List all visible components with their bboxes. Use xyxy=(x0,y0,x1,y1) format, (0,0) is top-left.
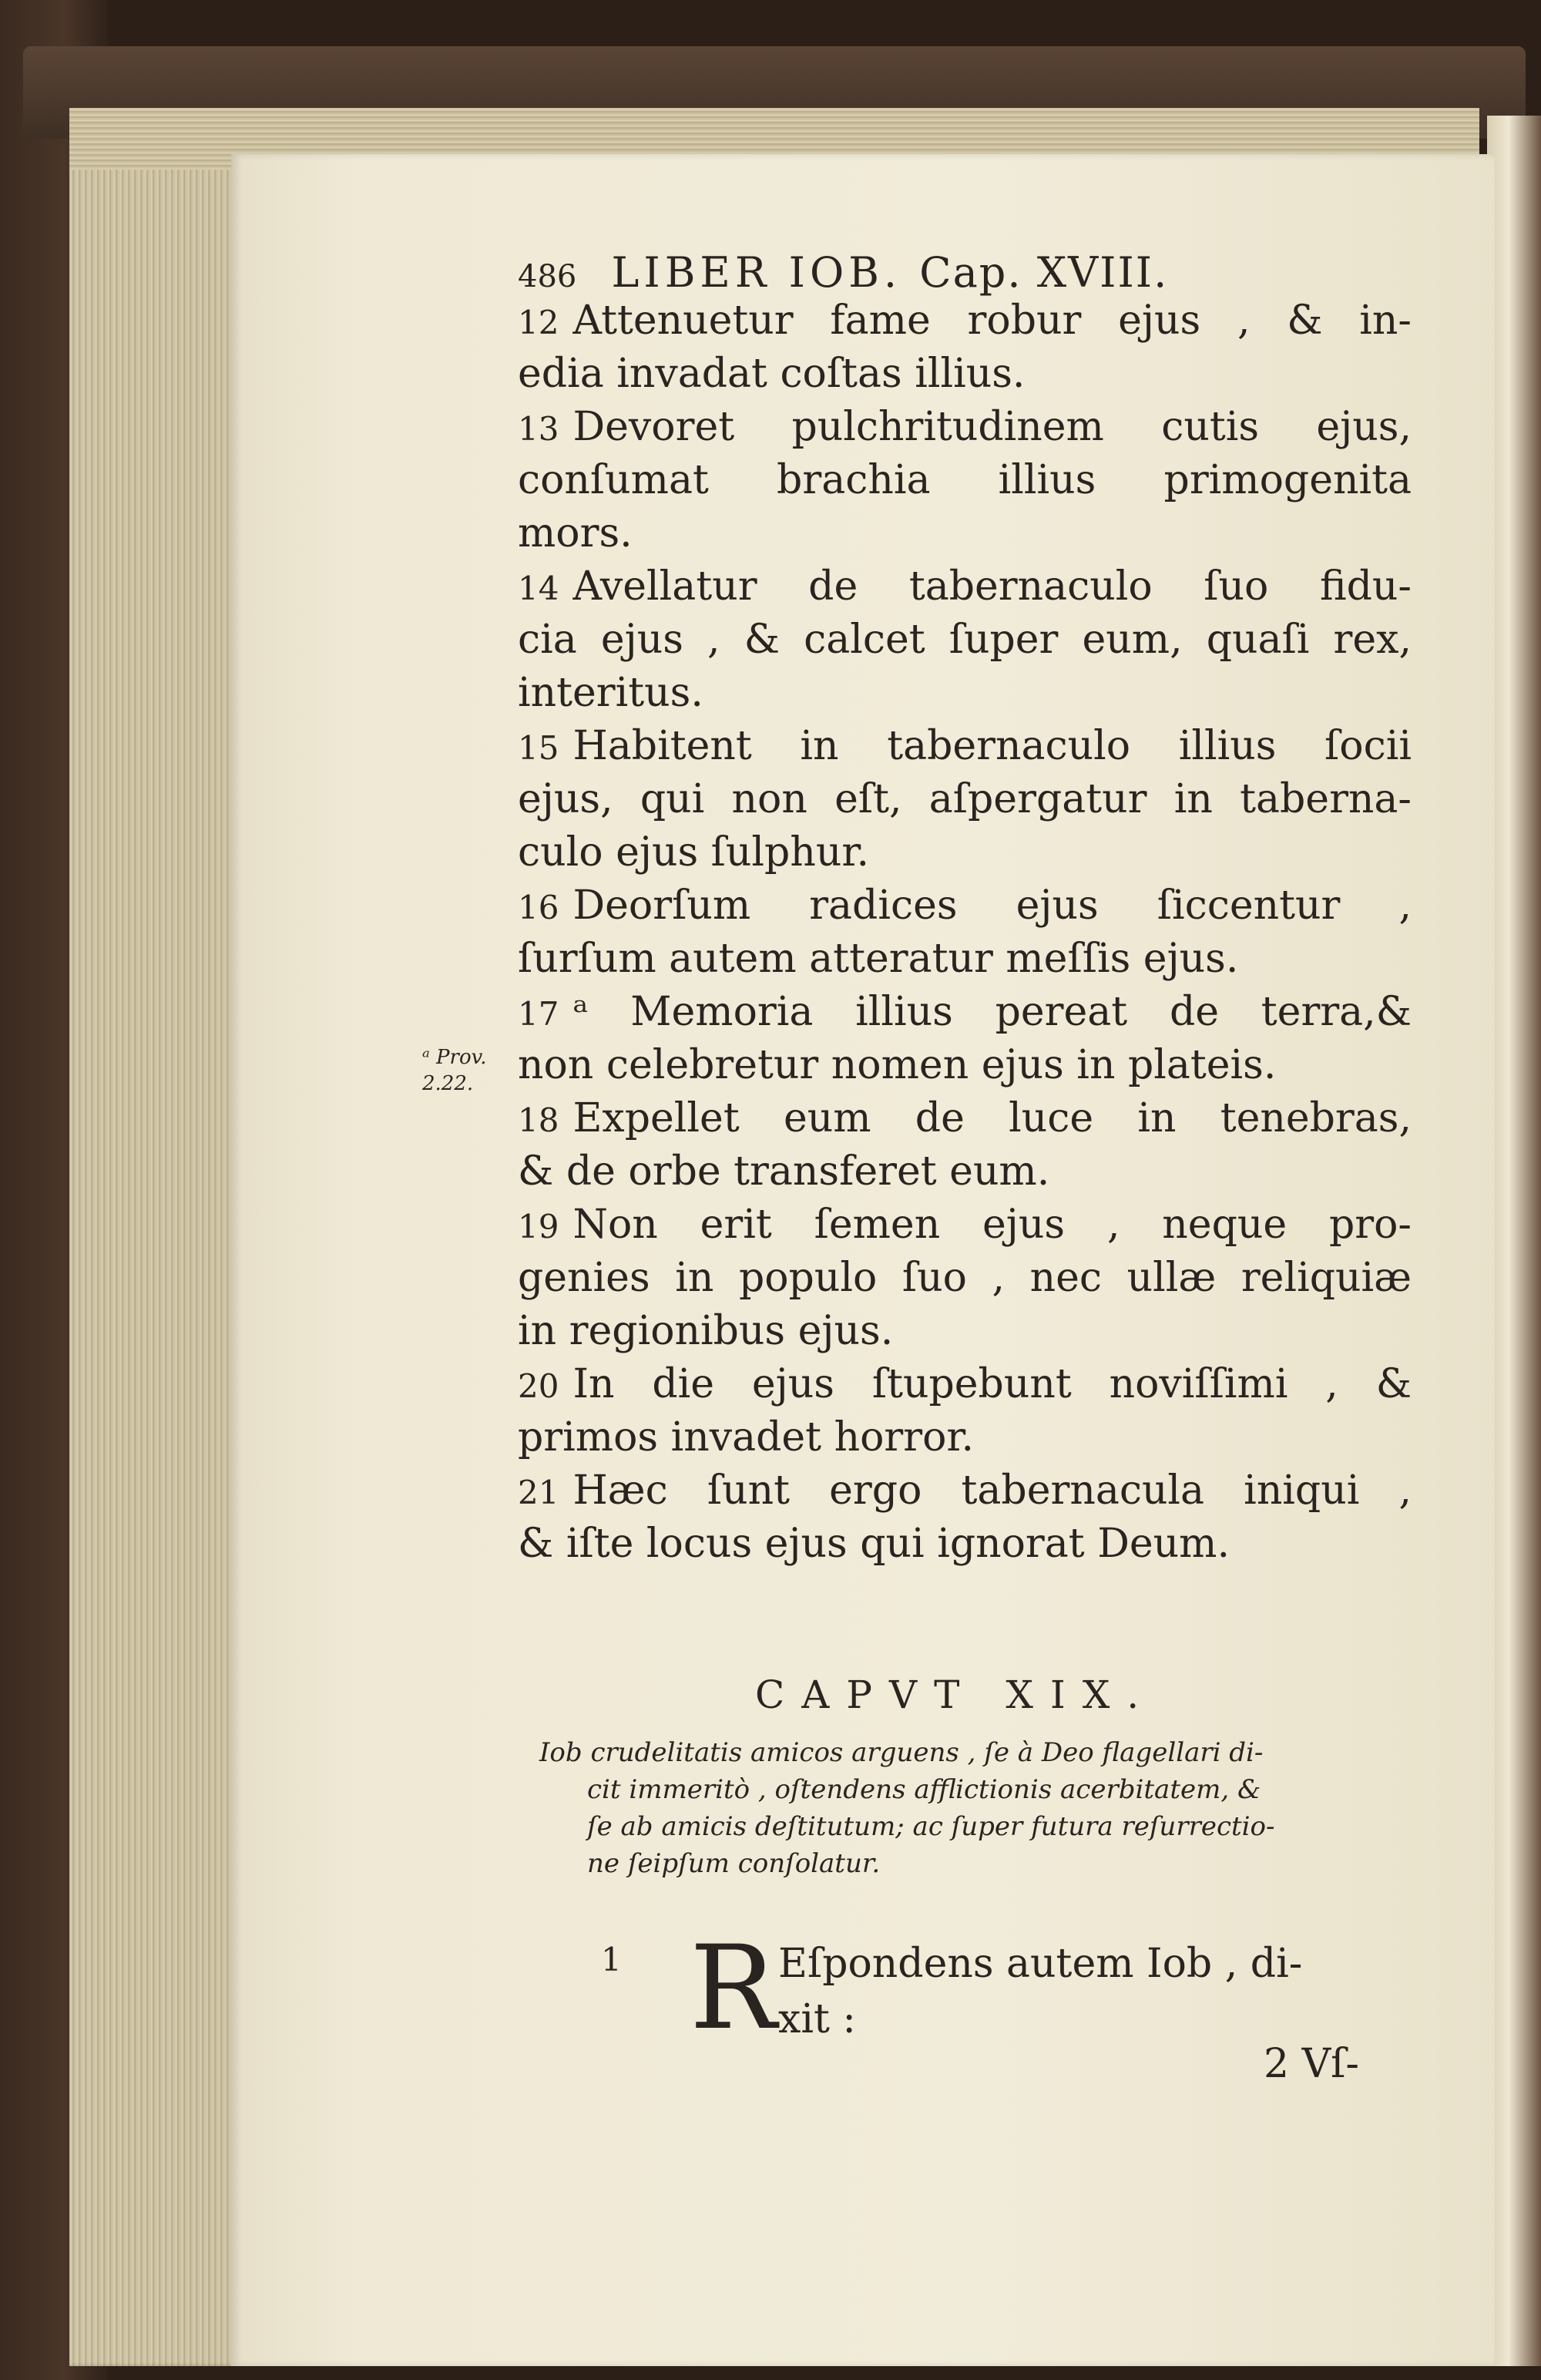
text-line: 17 ᵃ Memoria illius pereat de terra,& xyxy=(518,989,1412,1035)
text-line: ſurſum autem atteratur meſſis ejus. xyxy=(518,936,1239,982)
catchword: 2 Vſ- xyxy=(1264,2041,1359,2087)
text-line: culo ejus ſulphur. xyxy=(518,829,869,876)
text-line: 13 Devoret pulchritudinem cutis ejus, xyxy=(518,404,1412,450)
facing-page-edge xyxy=(1487,116,1541,2366)
verse-text-block xyxy=(518,294,1412,1571)
text-line: xit : xyxy=(778,1996,856,2042)
marginal-note xyxy=(422,1044,515,1097)
text-line: 16 Deorſum radices ejus ſiccentur , xyxy=(518,882,1412,929)
text-line: mors. xyxy=(518,510,633,556)
text-line: conſumat brachia illius primogenita xyxy=(518,457,1412,503)
text-line: 12 Attenuetur fame robur ejus , & in- xyxy=(518,298,1412,344)
text-line: non celebretur nomen ejus in plateis. xyxy=(518,1042,1277,1088)
text-line: Eſpondens autem Iob , di- xyxy=(778,1941,1303,1987)
drop-capital: R xyxy=(690,1921,777,2056)
text-line: genies in populo ſuo , nec ullæ reliquiæ xyxy=(518,1255,1412,1301)
page-number: 486 xyxy=(518,259,577,294)
chapter-summary xyxy=(539,1734,1395,1882)
summary-line: ſe ab amicis deſtitutum; ac ſuper futura reſurrectio- xyxy=(587,1811,1275,1842)
text-line: 19 Non erit ſemen ejus , neque pro- xyxy=(518,1202,1412,1248)
text-line: interitus. xyxy=(518,670,703,716)
summary-line: ne ſeipſum conſolatur. xyxy=(587,1848,881,1879)
text-line: ejus, qui non eſt, aſpergatur in taberna- xyxy=(518,776,1412,822)
verse-number: 1 xyxy=(601,1941,622,1978)
text-line: cia ejus , & calcet ſuper eum, quaſi rex, xyxy=(518,617,1412,663)
verse-one-text xyxy=(778,1936,1395,2047)
summary-line: Iob crudelitatis amicos arguens , ſe à Deo flagellari di- xyxy=(539,1737,1264,1768)
text-line: primos invadet horror. xyxy=(518,1414,975,1461)
text-line: 18 Expellet eum de luce in tenebras, xyxy=(518,1095,1412,1141)
text-line: & iſte locus ejus qui ignorat Deum. xyxy=(518,1521,1230,1567)
running-title: LIBER IOB. xyxy=(611,248,902,297)
text-line: 21 Hæc ſunt ergo tabernacula iniqui , xyxy=(518,1467,1412,1514)
chapter-heading: CAPVT XIX. xyxy=(755,1672,1157,1717)
running-header xyxy=(518,248,1442,297)
text-line: & de orbe transferet eum. xyxy=(518,1148,1050,1195)
text-line: in regionibus ejus. xyxy=(518,1308,894,1354)
text-line: 14 Avellatur de tabernaculo ſuo fidu- xyxy=(518,563,1412,610)
text-line: edia invadat coſtas illius. xyxy=(518,351,1026,397)
marginal-note-line: ᵃ Prov. xyxy=(422,1046,487,1069)
chapter-reference: Cap. XVIII. xyxy=(919,248,1169,297)
summary-line: cit immeritò , oſtendens afflictionis acerbitatem, & xyxy=(587,1774,1261,1805)
text-line: 20 In die ejus ſtupebunt noviſſimi , & xyxy=(518,1361,1412,1407)
marginal-note-line: 2.22. xyxy=(422,1072,474,1095)
text-line: 15 Habitent in tabernaculo illius ſocii xyxy=(518,723,1412,769)
